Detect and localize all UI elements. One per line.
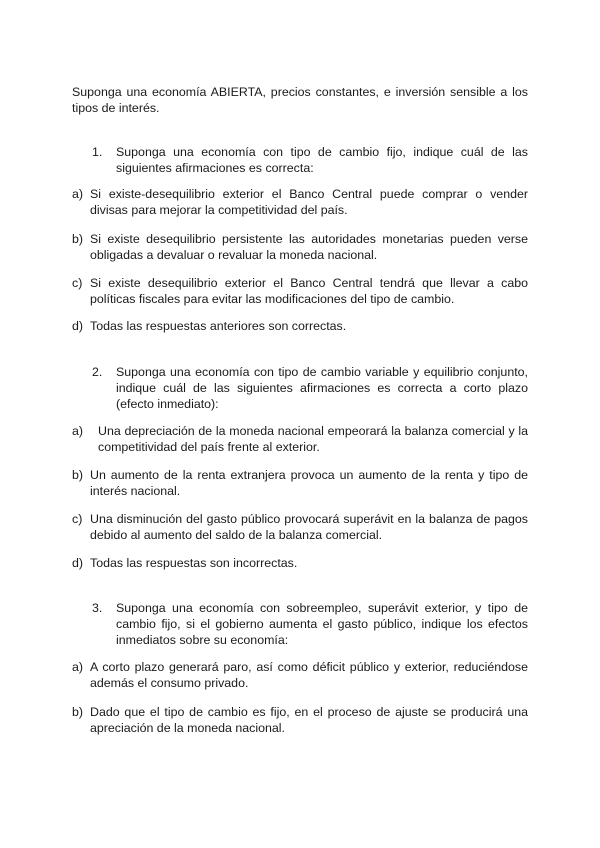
question-1 — [92, 144, 528, 176]
option-letter: d) — [72, 319, 84, 333]
option-letter: c) — [72, 276, 83, 290]
intro-paragraph: Suponga una economía ABIERTA, precios constantes, e inversión sensible a los tipos de interés. — [72, 85, 528, 115]
question-3-option-b — [72, 704, 528, 736]
question-2 — [92, 364, 528, 412]
question-number: 1. — [92, 145, 103, 159]
question-3-option-a — [72, 659, 528, 691]
question-1-option-d — [72, 318, 528, 334]
question-2-option-a — [72, 423, 528, 455]
option-letter: d) — [72, 556, 84, 570]
option-text: Dado que el tipo de cambio es fijo, en el proceso de ajuste se producirá una apreciación de la moneda nacional. — [90, 705, 528, 735]
option-text: Si existe-desequilibrio exterior el Banco Central puede comprar o vender divisas para mejorar la competitividad del país. — [90, 187, 528, 217]
option-text: Una disminución del gasto público provocará superávit en la balanza de pagos debido al aumento del saldo de la balanza comercial. — [90, 512, 528, 542]
question-1-option-c — [72, 275, 528, 307]
option-text: Un aumento de la renta extranjera provoca un aumento de la renta y tipo de interés nacional. — [90, 468, 528, 498]
question-text: Suponga una economía con tipo de cambio variable y equilibrio conjunto, indique cuál de las siguientes afirmaciones es correcta a corto plazo (efecto inmediato): — [116, 365, 528, 411]
option-text: Todas las respuestas anteriores son correctas. — [90, 319, 347, 333]
question-1-option-b — [72, 231, 528, 263]
option-letter: b) — [72, 705, 84, 719]
question-text: Suponga una economía con sobreempleo, superávit exterior, y tipo de cambio fijo, si el gobierno aumenta el gasto público, indique los efectos inmediatos sobre su economía: — [116, 601, 528, 647]
option-letter: b) — [72, 468, 84, 482]
option-letter: a) — [72, 424, 84, 438]
question-1-option-a — [72, 186, 528, 218]
option-text: A corto plazo generará paro, así como déficit público y exterior, reduciéndose además el consumo privado. — [90, 660, 528, 690]
question-text: Suponga una economía con tipo de cambio fijo, indique cuál de las siguientes afirmaciones es correcta: — [116, 145, 528, 175]
option-text: Una depreciación de la moneda nacional empeorará la balanza comercial y la competitividad del país frente al exterior. — [98, 424, 528, 454]
question-2-option-d — [72, 555, 528, 571]
option-text: Si existe desequilibrio exterior el Banco Central tendrá que llevar a cabo políticas fiscales para evitar las modificaciones del tipo de cambio. — [90, 276, 528, 306]
question-number: 2. — [92, 365, 103, 379]
question-2-option-c — [72, 511, 528, 543]
question-number: 3. — [92, 601, 103, 615]
option-text: Todas las respuestas son incorrectas. — [90, 556, 298, 570]
option-text: Si existe desequilibrio persistente las autoridades monetarias pueden verse obligadas a devaluar o revaluar la moneda nacional. — [90, 232, 528, 262]
option-letter: a) — [72, 187, 84, 201]
question-3 — [92, 600, 528, 648]
question-2-option-b — [72, 467, 528, 499]
option-letter: a) — [72, 660, 84, 674]
option-letter: c) — [72, 512, 83, 526]
option-letter: b) — [72, 232, 84, 246]
